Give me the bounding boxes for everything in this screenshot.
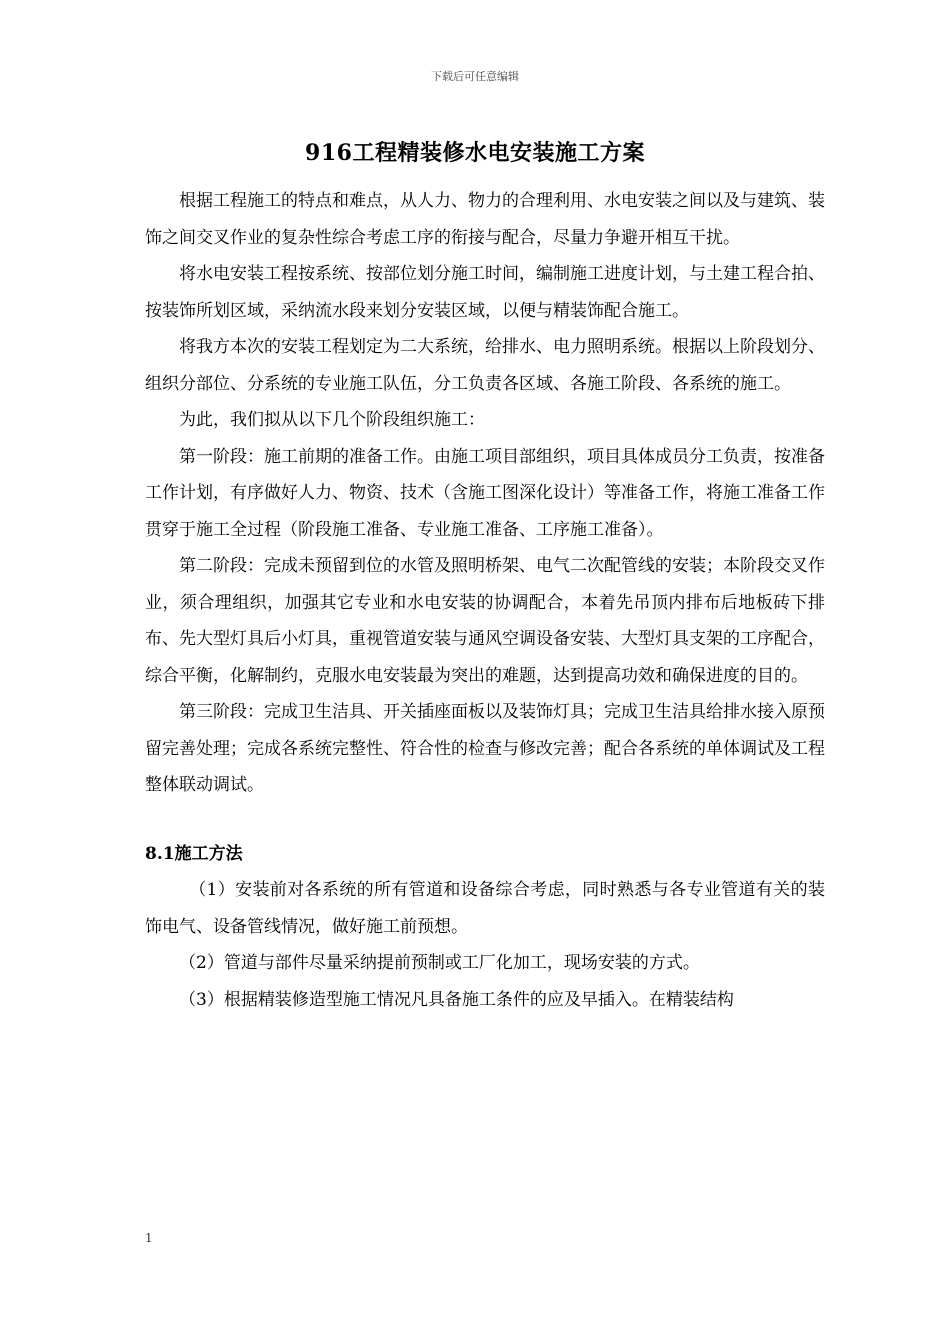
header-note: 下载后可任意编辑	[431, 70, 519, 83]
paragraph: 第二阶段：完成未预留到位的水管及照明桥架、电气二次配管线的安装；本阶段交叉作业，须合理组织，加强其它专业和水电安装的协调配合，本着先吊顶内排布后地板砖下排布、先大型灯具后小灯具，重视管道安装与通风空调设备安装、大型灯具支架的工序配合，综合平衡，化解制约，克服水电安装最为突出的难题，达到提高功效和确保进度的目的。	[145, 556, 825, 686]
paragraph: 第一阶段：施工前期的准备工作。由施工项目部组织，项目具体成员分工负责，按准备工作计划，有序做好人力、物资、技术（含施工图深化设计）等准备工作，将施工准备工作贯穿于施工全过程（阶段施工准备、专业施工准备、工序施工准备）。	[145, 446, 825, 540]
document-body	[145, 183, 825, 1018]
page-number: 1	[145, 1231, 153, 1245]
section-heading: 8.1施工方法	[145, 843, 243, 864]
list-item: （3）根据精装修造型施工情况凡具备施工条件的应及早插入。在精装结构	[179, 989, 734, 1010]
paragraph: 为此，我们拟从以下几个阶段组织施工：	[179, 410, 485, 430]
list-item: （1）安装前对各系统的所有管道和设备综合考虑，同时熟悉与各专业管道有关的装饰电气、设备管线情况，做好施工前预想。	[145, 880, 825, 937]
document-title: 916工程精装修水电安装施工方案	[305, 140, 645, 166]
paragraph: 将我方本次的安装工程划定为二大系统，给排水、电力照明系统。根据以上阶段划分、组织分部位、分系统的专业施工队伍，分工负责各区域、各施工阶段、各系统的施工。	[145, 337, 825, 394]
paragraph: 第三阶段：完成卫生洁具、开关插座面板以及装饰灯具；完成卫生洁具给排水接入原预留完善处理；完成各系统完整性、符合性的检查与修改完善；配合各系统的单体调试及工程整体联动调试。	[145, 702, 825, 795]
paragraph: 根据工程施工的特点和难点，从人力、物力的合理利用、水电安装之间以及与建筑、装饰之间交叉作业的复杂性综合考虑工序的衔接与配合，尽量力争避开相互干扰。	[145, 191, 825, 248]
list-item: （2）管道与部件尽量采纳提前预制或工厂化加工，现场安装的方式。	[179, 953, 700, 973]
paragraph: 将水电安装工程按系统、按部位划分施工时间，编制施工进度计划，与土建工程合拍、按装饰所划区域，采纳流水段来划分安装区域，以便与精装饰配合施工。	[145, 264, 825, 321]
